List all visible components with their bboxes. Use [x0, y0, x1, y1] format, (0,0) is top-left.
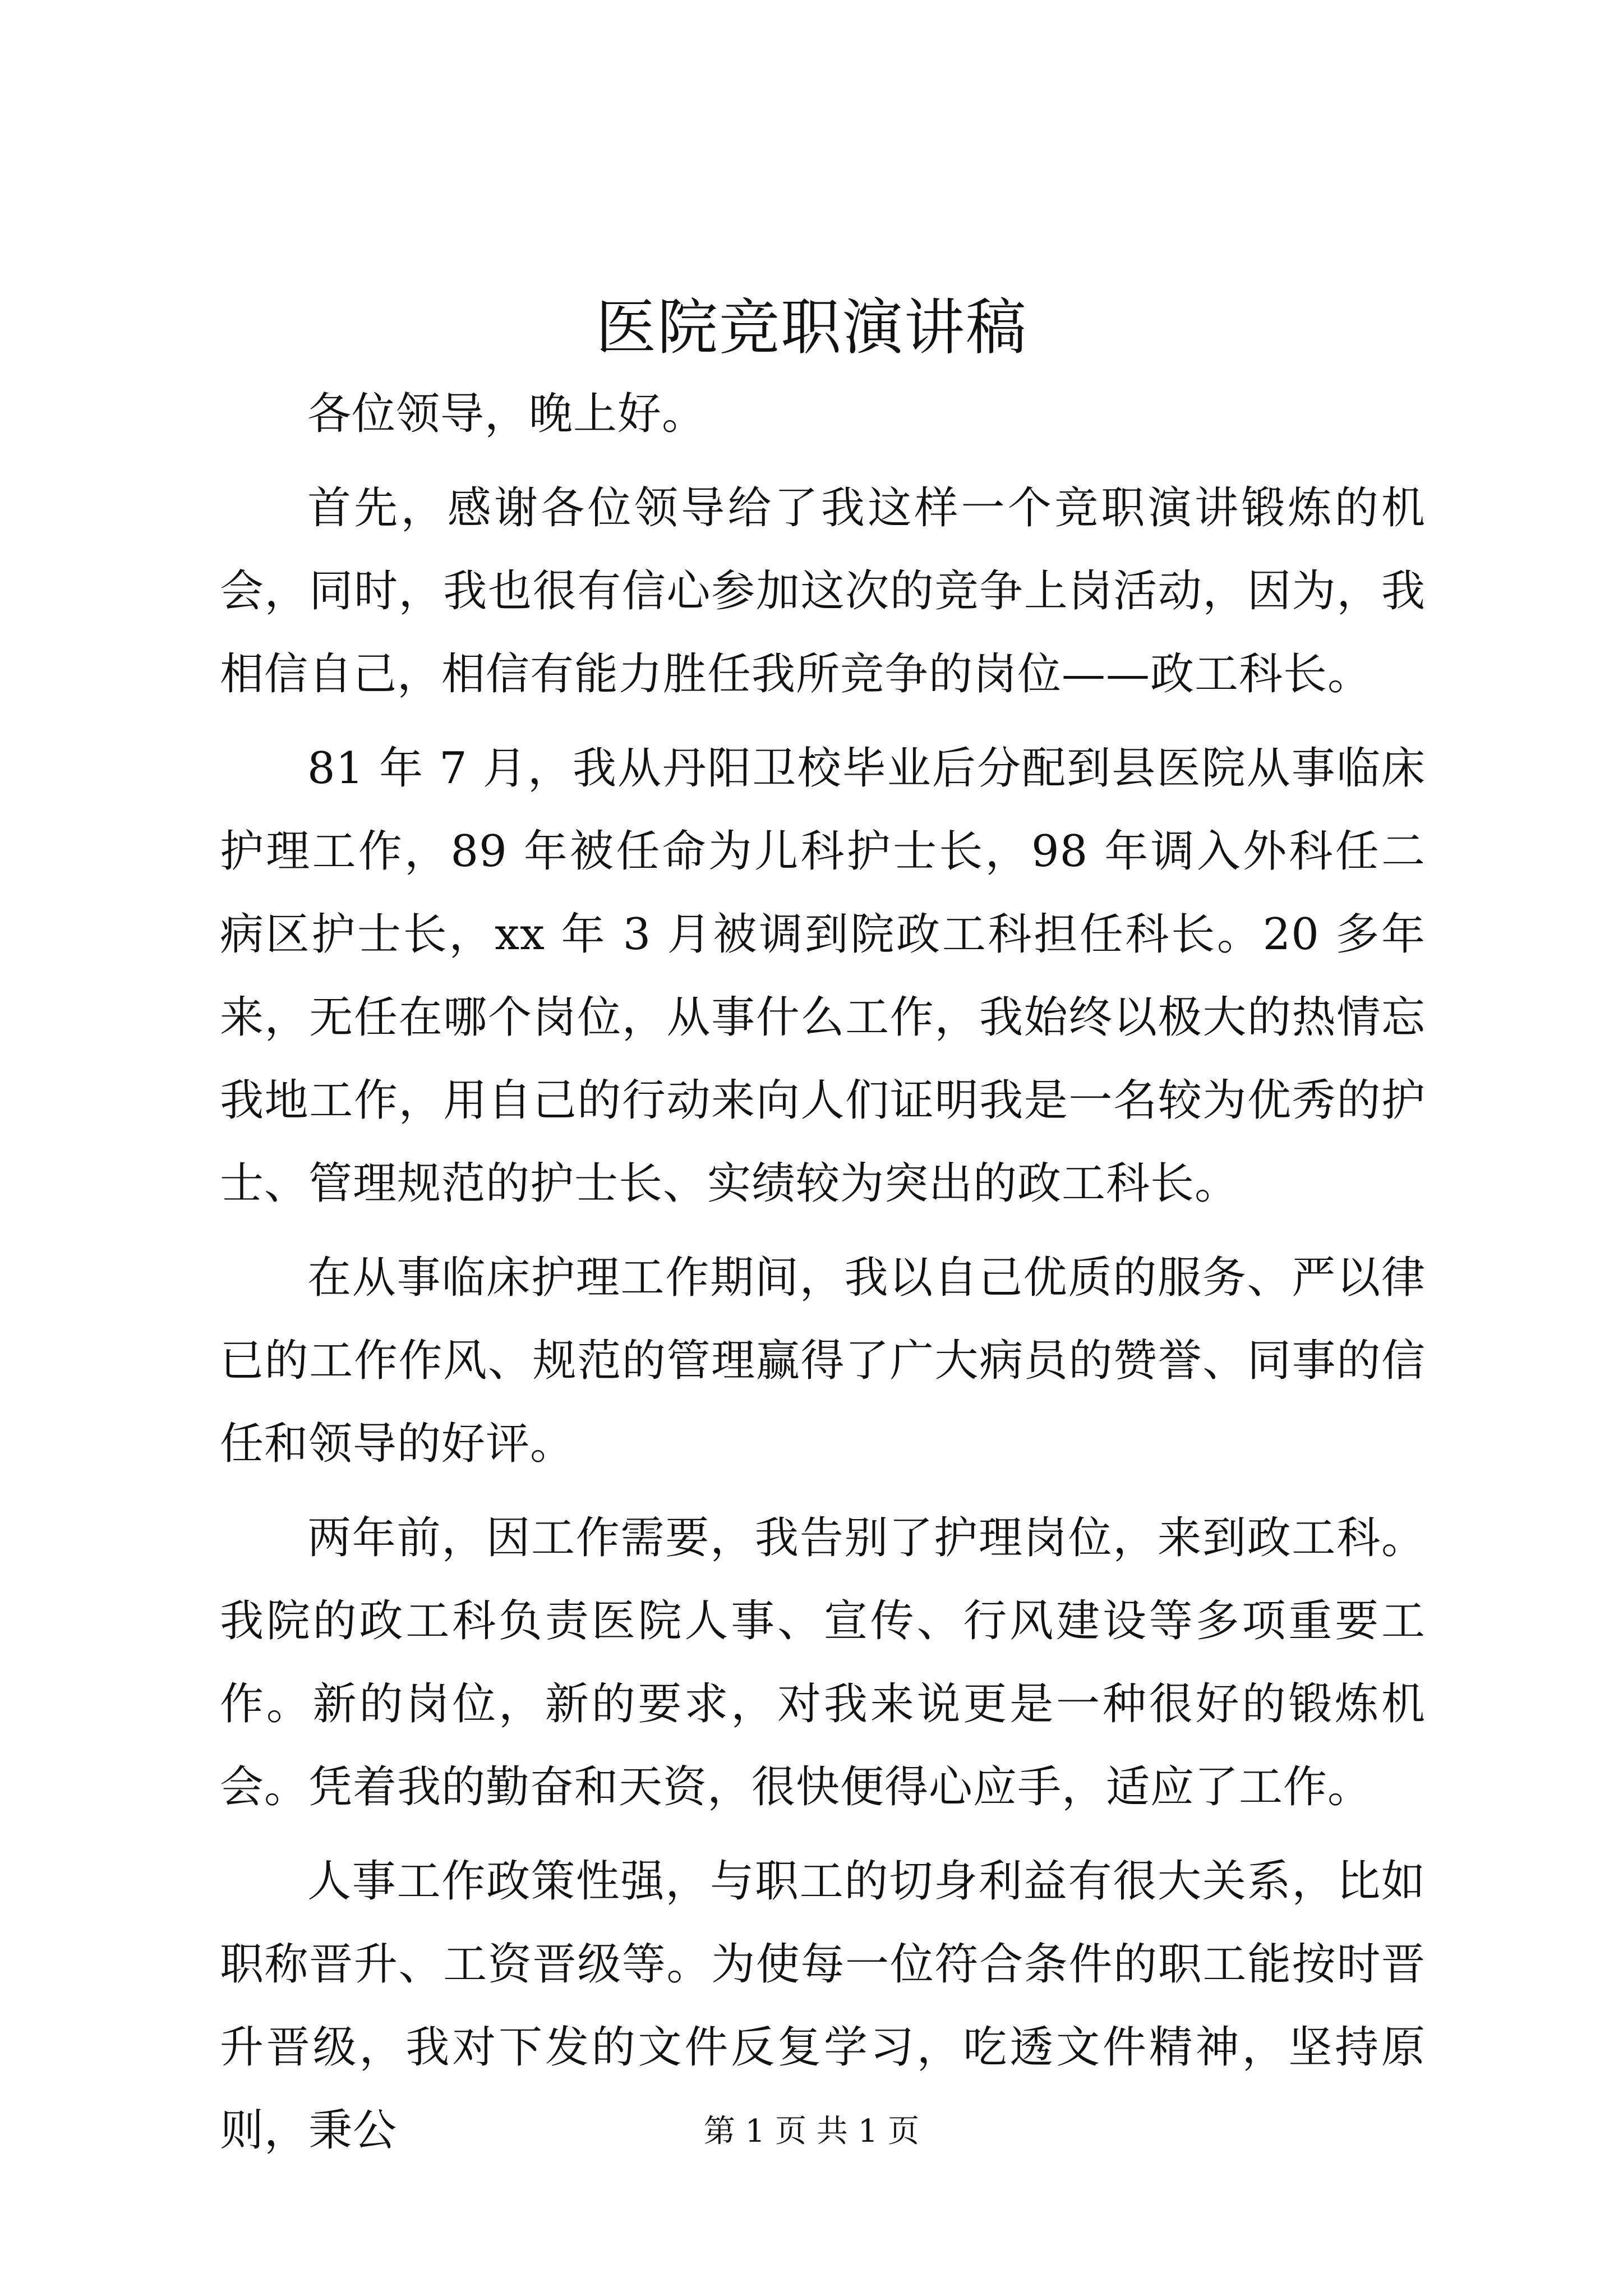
paragraph-personnel-work: 人事工作政策性强，与职工的切身利益有很大关系，比如职称晋升、工资晋级等。为使每一位符合条件的职工能按时晋升晋级，我对下发的文件反复学习，吃透文件精神，坚持原则，秉公	[220, 1856, 1426, 2156]
paragraph-nursing-work: 在从事临床护理工作期间，我以自己优质的服务、严以律已的工作作风、规范的管理赢得了广大病员的赞誉、同事的信任和领导的好评。	[220, 1253, 1426, 1469]
document-title: 医院竞职演讲稿	[595, 293, 1027, 363]
page-footer: 第 1 页 共 1 页	[703, 2113, 920, 2150]
paragraph-career-history: 81 年 7 月，我从丹阳卫校毕业后分配到县医院从事临床护理工作，89 年被任命为儿科护士长，98 年调入外科任二病区护士长，xx 年 3 月被调到院政工科担任科长。20 多年来，无任在哪个岗位，从事什么工作，我始终以极大的热情忘我地工作，用自己的行动来向人们证明我是一名较为优秀的护士、管理规范的护士长、实绩较为突出的政工科长。	[220, 743, 1426, 1209]
paragraph-greeting: 各位领导，晚上好。	[307, 389, 707, 439]
document-body	[220, 372, 1426, 2183]
paragraph-introduction: 首先，感谢各位领导给了我这样一个竞职演讲锻炼的机会，同时，我也很有信心参加这次的竞争上岗活动，因为，我相信自己，相信有能力胜任我所竞争的岗位——政工科长。	[220, 483, 1426, 700]
paragraph-transfer: 两年前，因工作需要，我告别了护理岗位，来到政工科。我院的政工科负责医院人事、宣传、行风建设等多项重要工作。新的岗位，新的要求，对我来说更是一种很好的锻炼机会。凭着我的勤奋和天资，很快便得心应手，适应了工作。	[220, 1513, 1426, 1812]
